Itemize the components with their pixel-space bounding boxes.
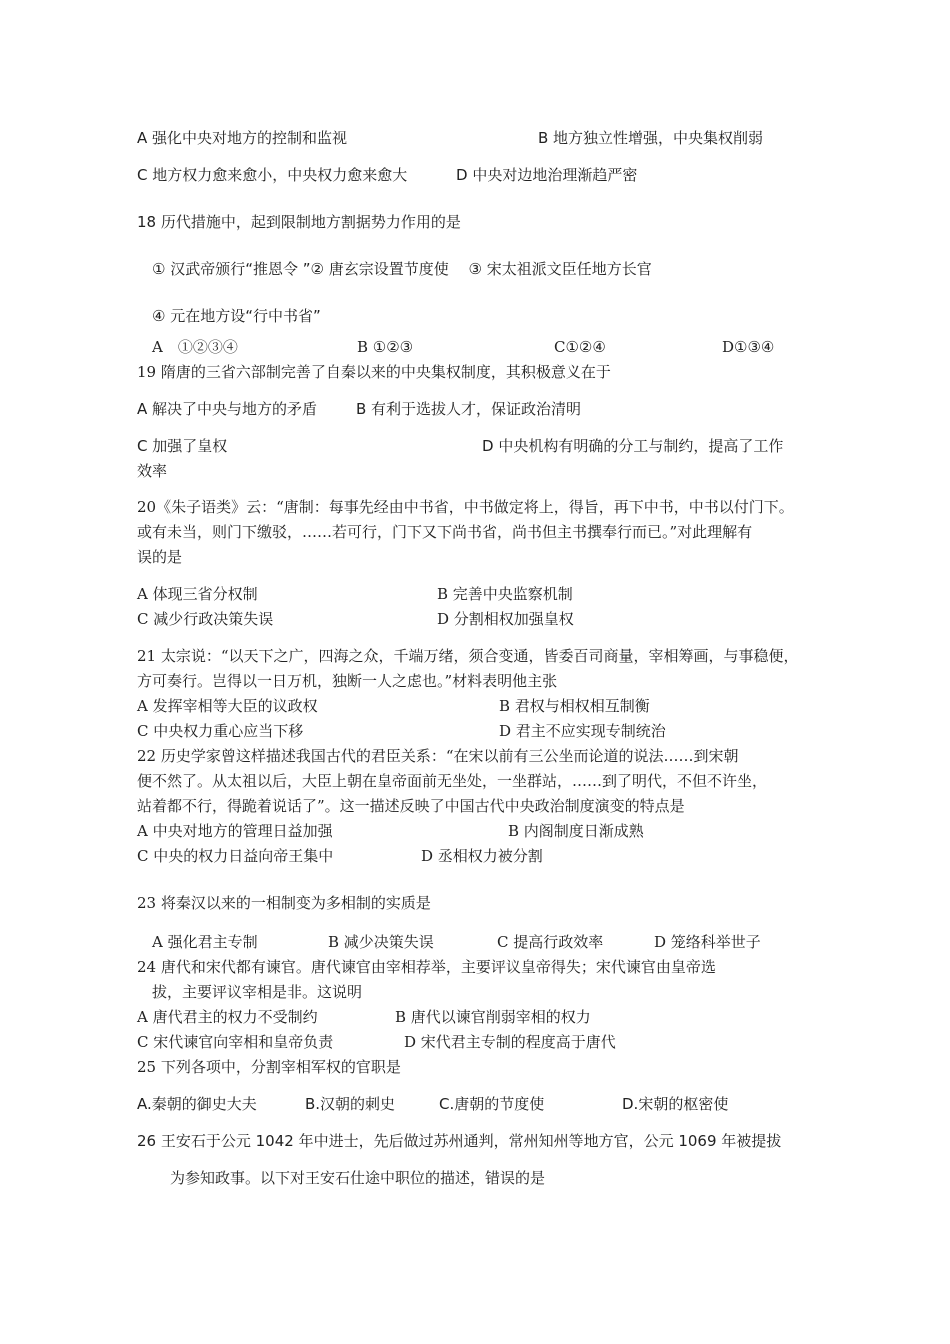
- q20-option-c: C 减少行政决策失误: [137, 610, 274, 628]
- q18-option-d: D①③④: [722, 338, 775, 356]
- q23-option-c: C 提高行政效率: [497, 933, 604, 951]
- q19-option-d-line1: D 中央机构有明确的分工与制约，提高了工作: [482, 437, 784, 455]
- q22-option-a: A 中央对地方的管理日益加强: [137, 822, 333, 840]
- q20-option-b: B 完善中央监察机制: [437, 585, 573, 603]
- q23-stem: 23 将秦汉以来的一相制变为多相制的实质是: [137, 894, 431, 912]
- q20-stem-line1: 20《朱子语类》云：“唐制：每事先经由中书省，中书做定将上，得旨，再下中书，中书以付门下。: [137, 498, 794, 516]
- q22-stem-line3: 站着都不行，得跪着说话了”。这一描述反映了中国古代中央政治制度演变的特点是: [137, 797, 685, 815]
- q24-stem-line2: 拔，主要评议宰相是非。这说明: [152, 983, 363, 1001]
- q21-stem-line2: 方可奏行。岂得以一日万机，独断一人之虑也。”材料表明他主张: [137, 672, 558, 690]
- q22-stem-line2: 便不然了。从太祖以后，大臣上朝在皇帝面前无坐处，一坐群站，……到了明代，不但不许坐，: [137, 772, 768, 790]
- q17-option-d: D 中央对边地治理渐趋严密: [456, 166, 638, 184]
- q21-option-d: D 君主不应实现专制统治: [499, 722, 666, 740]
- q18-option-c: C①②④: [554, 338, 606, 356]
- q26-stem-line2: 为参知政事。以下对王安石仕途中职位的描述，错误的是: [170, 1169, 546, 1187]
- q18-items-line1: ① 汉武帝颁行“推恩令 ”② 唐玄宗设置节度使 ③ 宋太祖派文臣任地方长官: [152, 260, 652, 278]
- q24-option-d: D 宋代君主专制的程度高于唐代: [404, 1033, 616, 1051]
- q25-option-c: C.唐朝的节度使: [439, 1095, 545, 1113]
- q18-option-b: B ①②③: [357, 338, 414, 356]
- q17-option-c: C 地方权力愈来愈小，中央权力愈来愈大: [137, 166, 408, 184]
- q18-option-a: A ①②③④: [152, 338, 238, 356]
- q25-option-a: A.秦朝的御史大夫: [137, 1095, 257, 1113]
- q25-stem: 25 下列各项中，分割宰相军权的官职是: [137, 1058, 401, 1076]
- q21-stem-line1: 21 太宗说：“以天下之广，四海之众，千端万绪，须合变通，皆委百司商量，宰相筹画，与事稳便，: [137, 647, 799, 665]
- q17-option-b: B 地方独立性增强，中央集权削弱: [538, 129, 764, 147]
- q22-stem-line1: 22 历史学家曾这样描述我国古代的君臣关系：“在宋以前有三公坐而论道的说法……到宋朝: [137, 747, 739, 765]
- q19-option-a: A 解决了中央与地方的矛盾: [137, 400, 318, 418]
- q23-option-b: B 减少决策失误: [328, 933, 434, 951]
- q23-option-a: A 强化君主专制: [152, 933, 258, 951]
- q20-stem-line2: 或有未当，则门下缴驳，……若可行，门下又下尚书省，尚书但主书撰奉行而已。”对此理解有: [137, 523, 753, 541]
- q18-items-line2: ④ 元在地方设“行中书省”: [152, 307, 321, 325]
- q22-option-c: C 中央的权力日益向帝王集中: [137, 847, 334, 865]
- q20-option-a: A 体现三省分权制: [137, 585, 258, 603]
- q20-stem-line3: 误的是: [137, 548, 183, 566]
- q22-option-d: D 丞相权力被分割: [421, 847, 543, 865]
- q25-option-d: D.宋朝的枢密使: [622, 1095, 729, 1113]
- q19-option-b: B 有利于选拔人才，保证政治清明: [356, 400, 582, 418]
- q26-stem-line1: 26 王安石于公元 1042 年中进士，先后做过苏州通判，常州知州等地方官，公元 1069 年被提拔: [137, 1132, 782, 1150]
- q24-option-c: C 宋代谏官向宰相和皇帝负责: [137, 1033, 334, 1051]
- q17-option-a: A 强化中央对地方的控制和监视: [137, 129, 348, 147]
- q18-stem: 18 历代措施中，起到限制地方割据势力作用的是: [137, 213, 461, 231]
- q19-option-d-line2: 效率: [137, 462, 168, 480]
- q20-option-d: D 分割相权加强皇权: [437, 610, 574, 628]
- q19-option-c: C 加强了皇权: [137, 437, 228, 455]
- q21-option-c: C 中央权力重心应当下移: [137, 722, 304, 740]
- q24-option-b: B 唐代以谏官削弱宰相的权力: [395, 1008, 591, 1026]
- q22-option-b: B 内阁制度日渐成熟: [508, 822, 644, 840]
- q21-option-a: A 发挥宰相等大臣的议政权: [137, 697, 318, 715]
- q21-option-b: B 君权与相权相互制衡: [499, 697, 650, 715]
- q24-stem-line1: 24 唐代和宋代都有谏官。唐代谏官由宰相荐举，主要评议皇帝得失；宋代谏官由皇帝选: [137, 958, 716, 976]
- q24-option-a: A 唐代君主的权力不受制约: [137, 1008, 318, 1026]
- q23-option-d: D 笼络科举世子: [654, 933, 761, 951]
- q19-stem: 19 隋唐的三省六部制完善了自秦以来的中央集权制度，其积极意义在于: [137, 363, 611, 381]
- q25-option-b: B.汉朝的刺史: [305, 1095, 396, 1113]
